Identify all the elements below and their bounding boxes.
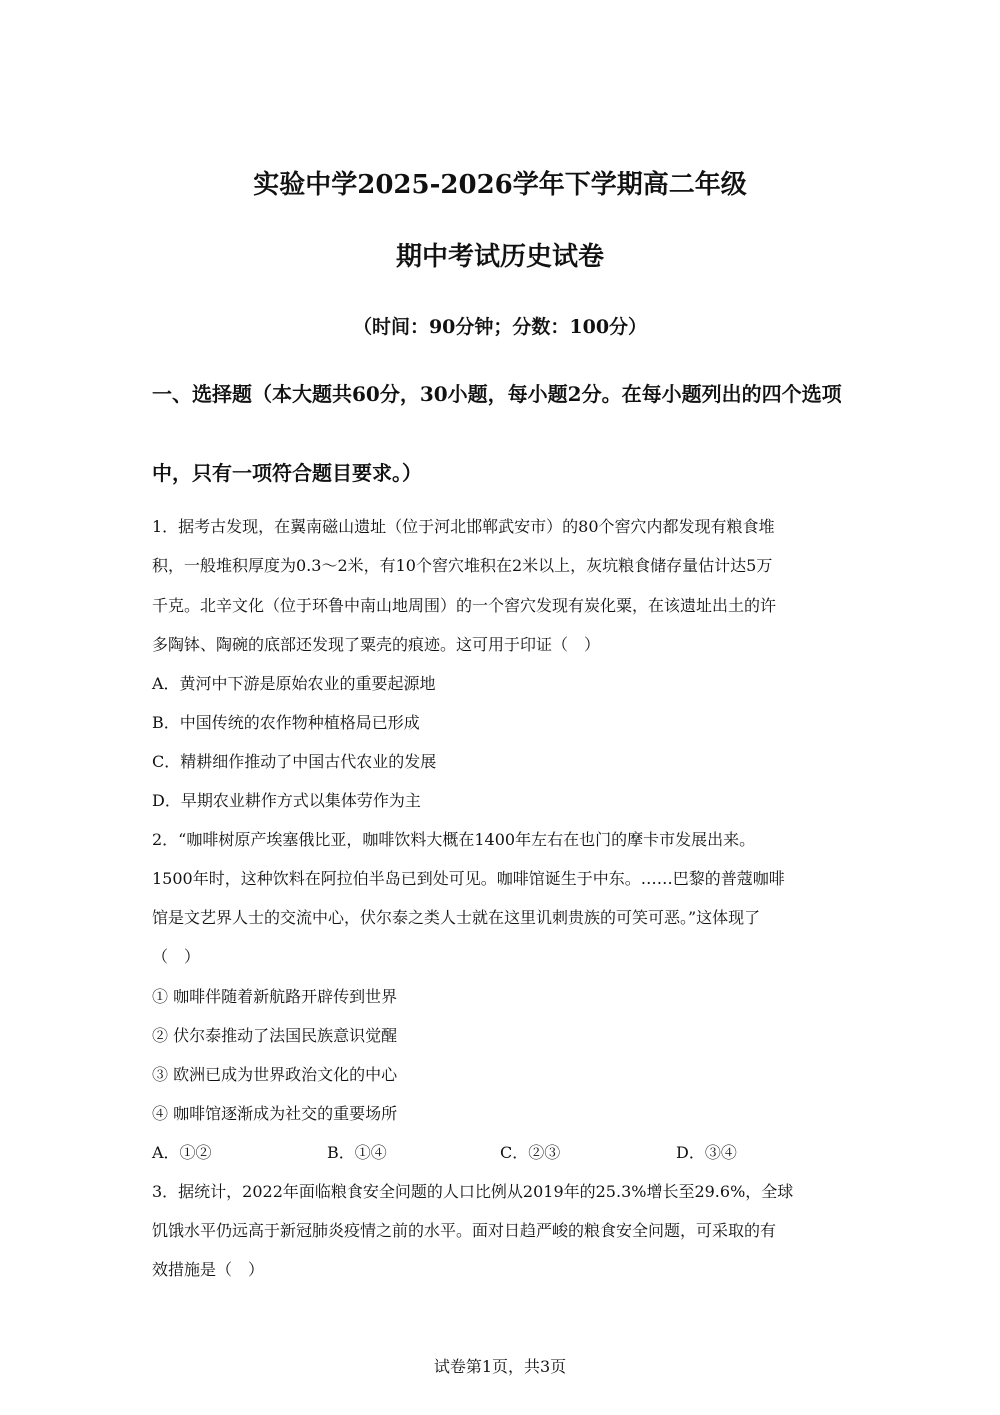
- question-3-line: 3．据统计，2022年面临粮食安全问题的人口比例从2019年的25.3%增长至29.6%，全球: [152, 1182, 794, 1201]
- section-heading-line1: 一、选择题（本大题共60分，30小题，每小题2分。在每小题列出的四个选项: [152, 382, 842, 406]
- question-2-line: 馆是文艺界人士的交流中心，伏尔泰之类人士就在这里讥刺贵族的可笑可恶。”这体现了: [152, 908, 761, 927]
- question-2-option-b: B．①④: [327, 1143, 387, 1162]
- section-heading-line2: 中，只有一项符合题目要求。）: [152, 461, 422, 485]
- question-1-line: 千克。北辛文化（位于环鲁中南山地周围）的一个窖穴发现有炭化粟，在该遗址出土的许: [152, 596, 777, 615]
- question-2-statement-1: ① 咖啡伴随着新航路开辟传到世界: [152, 987, 398, 1006]
- question-2-line: 1500年时，这种饮料在阿拉伯半岛已到处可见。咖啡馆诞生于中东。……巴黎的普蔻咖啡: [152, 869, 785, 888]
- question-2-statement-2: ② 伏尔泰推动了法国民族意识觉醒: [152, 1026, 398, 1045]
- question-1-line: 积，一般堆积厚度为0.3～2米，有10个窖穴堆积在2米以上，灰坑粮食储存量估计达5万: [152, 556, 773, 575]
- question-2-option-a: A．①②: [152, 1143, 212, 1162]
- question-3-line: 饥饿水平仍远高于新冠肺炎疫情之前的水平。面对日趋严峻的粮食安全问题，可采取的有: [152, 1221, 777, 1240]
- question-2-line: （ ）: [152, 947, 201, 966]
- question-2-option-c: C．②③: [500, 1143, 561, 1162]
- question-1-option-b: B．中国传统的农作物种植格局已形成: [152, 713, 420, 732]
- exam-info: （时间：90分钟；分数：100分）: [352, 316, 648, 338]
- page-footer: 试卷第1页，共3页: [433, 1357, 567, 1376]
- question-2-line: 2．“咖啡树原产埃塞俄比亚，咖啡饮料大概在1400年左右在也门的摩卡市发展出来。: [152, 830, 756, 849]
- question-2-statement-4: ④ 咖啡馆逐渐成为社交的重要场所: [152, 1104, 398, 1123]
- question-1-option-d: D．早期农业耕作方式以集体劳作为主: [152, 791, 421, 810]
- question-1-option-c: C．精耕细作推动了中国古代农业的发展: [152, 752, 437, 771]
- question-3-line: 效措施是（ ）: [152, 1260, 265, 1279]
- exam-title-line1: 实验中学2025-2026学年下学期高二年级: [253, 170, 747, 200]
- question-2-statement-3: ③ 欧洲已成为世界政治文化的中心: [152, 1065, 398, 1084]
- question-1-line: 1．据考古发现，在翼南磁山遗址（位于河北邯郸武安市）的80个窖穴内都发现有粮食堆: [152, 517, 775, 536]
- question-2-option-d: D．③④: [676, 1143, 737, 1162]
- question-1-line: 多陶钵、陶碗的底部还发现了粟壳的痕迹。这可用于印证（ ）: [152, 635, 601, 654]
- exam-title-line2: 期中考试历史试卷: [395, 242, 604, 272]
- question-1-option-a: A．黄河中下游是原始农业的重要起源地: [152, 674, 436, 693]
